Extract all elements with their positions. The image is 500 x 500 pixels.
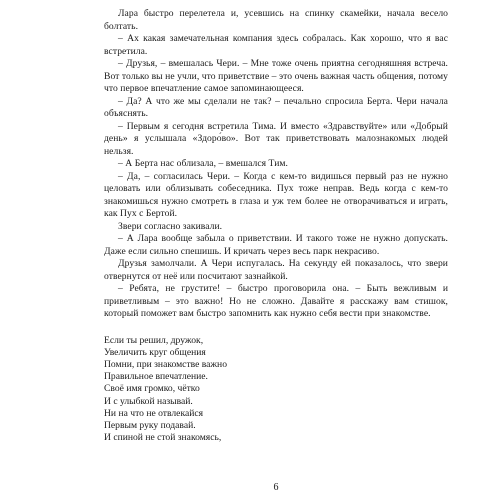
paragraph: Лара быстро перелетела и, усевшись на спинку скамейки, начала весело болтать.: [104, 8, 448, 32]
poem-line: Своё имя громко, чётко: [104, 383, 200, 395]
poem-line: Первым руку подавай.: [104, 419, 196, 431]
poem: [104, 335, 448, 445]
poem-line: Правильное впечатление.: [104, 371, 208, 383]
poem-line: Если ты решил, дружок,: [104, 334, 204, 346]
poem-line: Ни на что не отвлекайся: [104, 407, 204, 419]
page-number: 6: [273, 482, 279, 493]
paragraph: – Да, – согласилась Чери. – Когда с кем-то видишься первый раз не нужно целовать или облизывать собеседника. Пух тоже неправ. Ведь когда с кем-то знакомишься нужно смотреть в глаза и уж тем более не отворачиваться и играть, как Пух с Бертой.: [104, 170, 448, 219]
paragraph: – Ребята, не грустите! – быстро проговорила она. – Быть вежливым и приветливым – это важно! Но не сложно. Давайте я расскажу вам стишок, который поможет вам быстро запомнить как нужно себя вести при знакомстве.: [104, 283, 448, 319]
paragraph: – А Лара вообще забыла о приветствии. И такого тоже не нужно допускать. Даже если сильно спешишь. И кричать через весь парк некрасиво.: [104, 233, 448, 257]
poem-line: И с улыбкой называй.: [104, 395, 193, 407]
paragraph: – Друзья, – вмешалась Чери. – Мне тоже очень приятна сегодняшняя встреча. Вот только вы не учли, что приветствие – это очень важная часть общения, потому что первое впечатление самое запоминающееся.: [104, 58, 448, 94]
poem-line: Увеличить круг общения: [104, 346, 206, 358]
paragraph: – А Берта нас облизала, – вмешался Тим.: [118, 158, 288, 169]
paragraph: – Ах какая замечательная компания здесь собралась. Как хорошо, что я вас встретила.: [104, 33, 448, 57]
poem-line: Помни, при знакомстве важно: [104, 358, 227, 370]
paragraph: – Первым я сегодня встретила Тима. И вместо «Здравствуйте» или «Добрый день» я услышала «Здоро́во». Вот так приветствовать малознакомых людей нельзя.: [104, 120, 448, 157]
paragraph: – Да? А что же мы сделали не так? – печально спросила Берта. Чери начала объяснять.: [104, 95, 448, 119]
story-text: [104, 8, 448, 321]
paragraph: Друзья замолчали. А Чери испугалась. На секунду ей показалось, что звери отвернутся от неё или посчитают зазнайкой.: [104, 258, 448, 282]
paragraph: Звери согласно закивали.: [118, 220, 223, 232]
poem-line: И спиной не стой знакомясь,: [104, 432, 222, 444]
